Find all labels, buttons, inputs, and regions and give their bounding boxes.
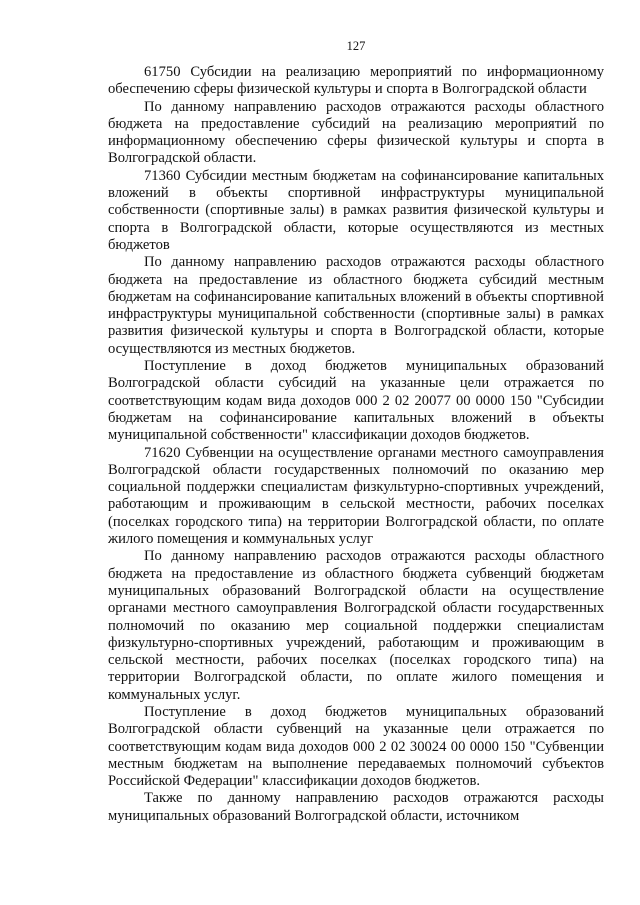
paragraph-71620-also: Также по данному направлению расходов отражаются расходы муниципальных образований Волгоградской области, источником <box>108 790 604 824</box>
paragraph-71620-description: По данному направлению расходов отражаются расходы областного бюджета на предоставление из областного бюджета субвенций бюджетам муниципальных образований Волгоградской области на осуществление органами местного самоуправления Волгоградской области государственных полномочий по оказанию мер социальной поддержки специалистам физкультурно-спортивных учреждений, работающим и проживающим в сельской местности, рабочих поселках (поселках городского типа) на территории Волгоградской области, по оплате жилого помещения и коммунальных услуг. <box>108 548 604 703</box>
paragraph-71620-revenue: Поступление в доход бюджетов муниципальных образований Волгоградской области субвенций на указанные цели отражается по соответствующим кодам вида доходов 000 2 02 30024 00 0000 150 "Субвенции местным бюджетам на выполнение передаваемых полномочий субъектов Российской Федерации" классификации доходов бюджетов. <box>108 703 604 790</box>
page-number: 127 <box>346 39 366 53</box>
paragraph-71360-description: По данному направлению расходов отражаются расходы областного бюджета на предоставление из областного бюджета субсидий местным бюджетам на софинансирование капитальных вложений в объекты спортивной инфраструктуры муниципальной собственности (спортивные залы) в рамках развития физической культуры и спорта в Волгоградской области, которые осуществляются из местных бюджетов. <box>108 254 604 357</box>
paragraph-71620-heading: 71620 Субвенции на осуществление органами местного самоуправления Волгоградской области государственных полномочий по оказанию мер социальной поддержки специалистам физкультурно-спортивных учреждений, работающим и проживающим в сельской местности, рабочих поселках (поселках городского типа) на территории Волгоградской области, по оплате жилого помещения и коммунальных услуг <box>108 444 604 548</box>
paragraph-61750-heading: 61750 Субсидии на реализацию мероприятий по информационному обеспечению сферы физической культуры и спорта в Волгоградской области <box>108 64 604 98</box>
paragraph-61750-description: По данному направлению расходов отражаются расходы областного бюджета на предоставление субсидий на реализацию мероприятий по информационному обеспечению сферы физической культуры и спорта в Волгоградской области. <box>108 98 604 167</box>
paragraph-71360-heading: 71360 Субсидии местным бюджетам на софинансирование капитальных вложений в объекты спортивной инфраструктуры муниципальной собственности (спортивные залы) в рамках развития физической культуры и спорта в Волгоградской области, которые осуществляются из местных бюджетов <box>108 167 604 253</box>
paragraph-71360-revenue: Поступление в доход бюджетов муниципальных образований Волгоградской области субсидий на указанные цели отражается по соответствующим кодам вида доходов 000 2 02 20077 00 0000 150 "Субсидии бюджетам на софинансирование капитальных вложений в объекты муниципальной собственности" классификации доходов бюджетов. <box>108 358 604 444</box>
